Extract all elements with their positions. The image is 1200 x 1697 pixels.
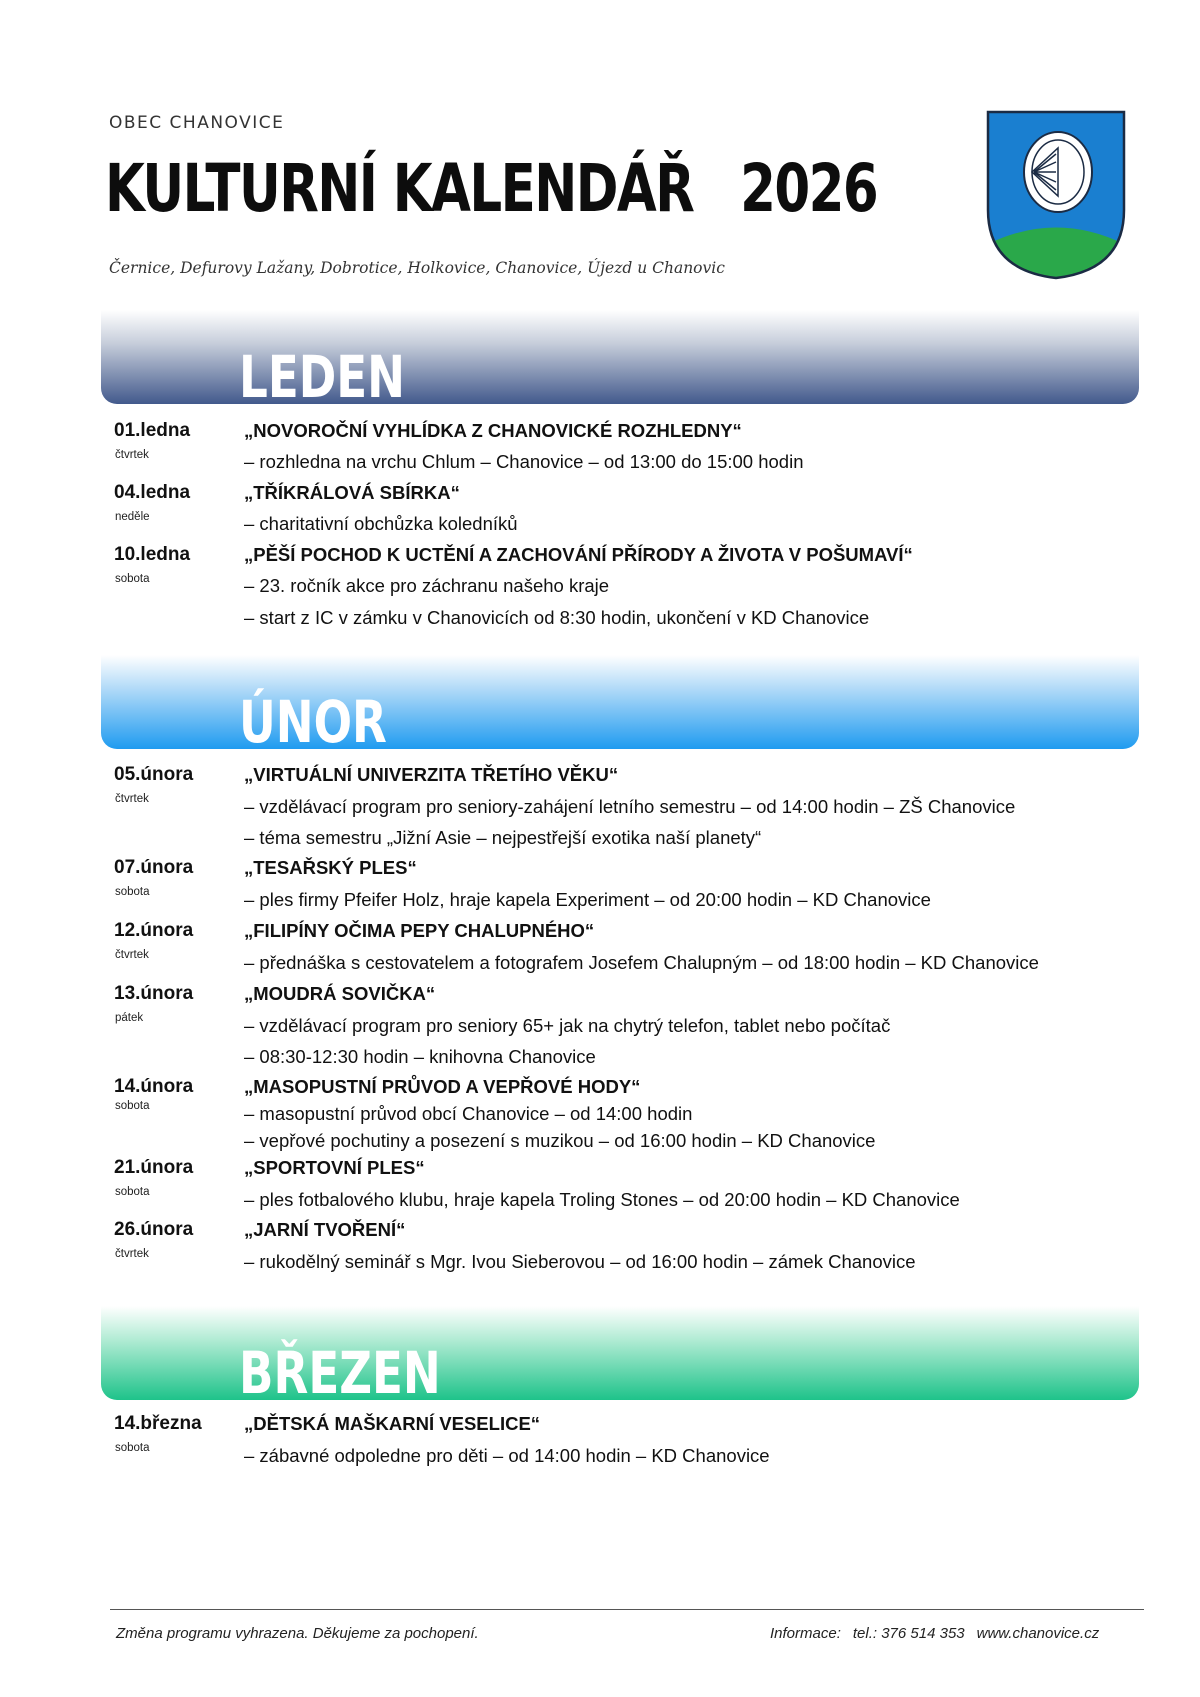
event-detail: – vepřové pochutiny a posezení s muzikou – od 16:00 hodin – KD Chanovice <box>244 1130 876 1151</box>
organization-name: OBEC CHANOVICE <box>109 113 285 133</box>
event-detail: – rozhledna na vrchu Chlum – Chanovice – od 13:00 do 15:00 hodin <box>244 451 804 472</box>
event-day: neděle <box>115 511 150 523</box>
event-title: „PĚŠÍ POCHOD K UCTĚNÍ A ZACHOVÁNÍ PŘÍRODY A ŽIVOTA V POŠUMAVÍ“ <box>244 544 913 565</box>
coat-of-arms-icon <box>986 110 1126 280</box>
event-day: čtvrtek <box>115 1248 149 1260</box>
event-detail: – 08:30-12:30 hodin – knihovna Chanovice <box>244 1046 596 1067</box>
event-day: čtvrtek <box>115 949 149 961</box>
event-day: sobota <box>115 1442 150 1454</box>
month-title: BŘEZEN <box>239 1339 441 1407</box>
event-title: „MOUDRÁ SOVIČKA“ <box>244 983 436 1004</box>
month-banner-leden <box>101 310 1139 411</box>
page-title <box>105 150 877 227</box>
event-date: 14.února <box>114 1076 194 1097</box>
event-date: 12.února <box>114 920 194 941</box>
event-day: pátek <box>115 1012 144 1024</box>
title-year: 2026 <box>740 150 878 227</box>
event-detail: – rukodělný seminář s Mgr. Ivou Sieberovou – od 16:00 hodin – zámek Chanovice <box>244 1251 916 1272</box>
event-detail: – charitativní obchůzka koledníků <box>244 513 518 534</box>
event-day: čtvrtek <box>115 793 149 805</box>
event-day: sobota <box>115 1100 150 1112</box>
event-detail: – zábavné odpoledne pro děti – od 14:00 hodin – KD Chanovice <box>244 1445 770 1466</box>
event-date: 07.února <box>114 857 194 878</box>
event-date: 05.února <box>114 764 194 785</box>
event-date: 14.března <box>114 1413 202 1434</box>
title-text: KULTURNÍ KALENDÁŘ <box>105 150 694 227</box>
event-title: „SPORTOVNÍ PLES“ <box>244 1157 425 1178</box>
footer-website-link[interactable]: www.chanovice.cz <box>976 1625 1100 1642</box>
event-detail: – téma semestru „Jižní Asie – nejpestřejší exotika naší planety“ <box>244 827 762 848</box>
footer-notice: Změna programu vyhrazena. Děkujeme za pochopení. <box>116 1625 479 1642</box>
event-detail: – ples fotbalového klubu, hraje kapela Troling Stones – od 20:00 hodin – KD Chanovice <box>244 1189 960 1210</box>
event-day: čtvrtek <box>115 449 149 461</box>
footer-divider <box>110 1609 1144 1610</box>
event-title: „VIRTUÁLNÍ UNIVERZITA TŘETÍHO VĚKU“ <box>244 764 619 785</box>
event-title: „FILIPÍNY OČIMA PEPY CHALUPNÉHO“ <box>244 920 595 941</box>
villages-subtitle: Černice, Defurovy Lažany, Dobrotice, Holkovice, Chanovice, Újezd u Chanovic <box>109 259 725 277</box>
event-day: sobota <box>115 573 150 585</box>
footer-contact <box>770 1625 1111 1642</box>
event-date: 04.ledna <box>114 482 191 503</box>
event-title: „TESAŘSKÝ PLES“ <box>244 857 417 878</box>
month-banner-brezen <box>101 1306 1139 1407</box>
event-date: 01.ledna <box>114 420 191 441</box>
event-date: 10.ledna <box>114 544 191 565</box>
event-title: „JARNÍ TVOŘENÍ“ <box>244 1219 406 1240</box>
event-title: „DĚTSKÁ MAŠKARNÍ VESELICE“ <box>244 1413 541 1434</box>
event-detail: – vzdělávací program pro seniory-zahájení letního semestru – od 14:00 hodin – ZŠ Chanovice <box>244 796 1016 817</box>
event-title: „MASOPUSTNÍ PRŮVOD A VEPŘOVÉ HODY“ <box>244 1076 641 1097</box>
event-title: „NOVOROČNÍ VYHLÍDKA Z CHANOVICKÉ ROZHLEDNY“ <box>244 420 742 441</box>
event-day: sobota <box>115 886 150 898</box>
event-detail: – masopustní průvod obcí Chanovice – od 14:00 hodin <box>244 1103 693 1124</box>
footer-phone[interactable]: tel.: 376 514 353 <box>852 1625 965 1642</box>
event-detail: – ples firmy Pfeifer Holz, hraje kapela Experiment – od 20:00 hodin – KD Chanovice <box>244 889 931 910</box>
event-date: 26.února <box>114 1219 194 1240</box>
event-date: 13.února <box>114 983 194 1004</box>
event-detail: – start z IC v zámku v Chanovicích od 8:30 hodin, ukončení v KD Chanovice <box>244 607 870 628</box>
month-title: ÚNOR <box>239 688 387 756</box>
event-day: sobota <box>115 1186 150 1198</box>
footer-info-label: Informace: <box>770 1625 841 1642</box>
month-title: LEDEN <box>239 343 406 411</box>
event-detail: – přednáška s cestovatelem a fotografem Josefem Chalupným – od 18:00 hodin – KD Chanovice <box>244 952 1039 973</box>
event-detail: – vzdělávací program pro seniory 65+ jak na chytrý telefon, tablet nebo počítač <box>244 1015 891 1036</box>
event-title: „TŘÍKRÁLOVÁ SBÍRKA“ <box>244 482 460 503</box>
month-banner-unor <box>101 655 1139 756</box>
event-date: 21.února <box>114 1157 194 1178</box>
event-detail: – 23. ročník akce pro záchranu našeho kraje <box>244 575 610 596</box>
